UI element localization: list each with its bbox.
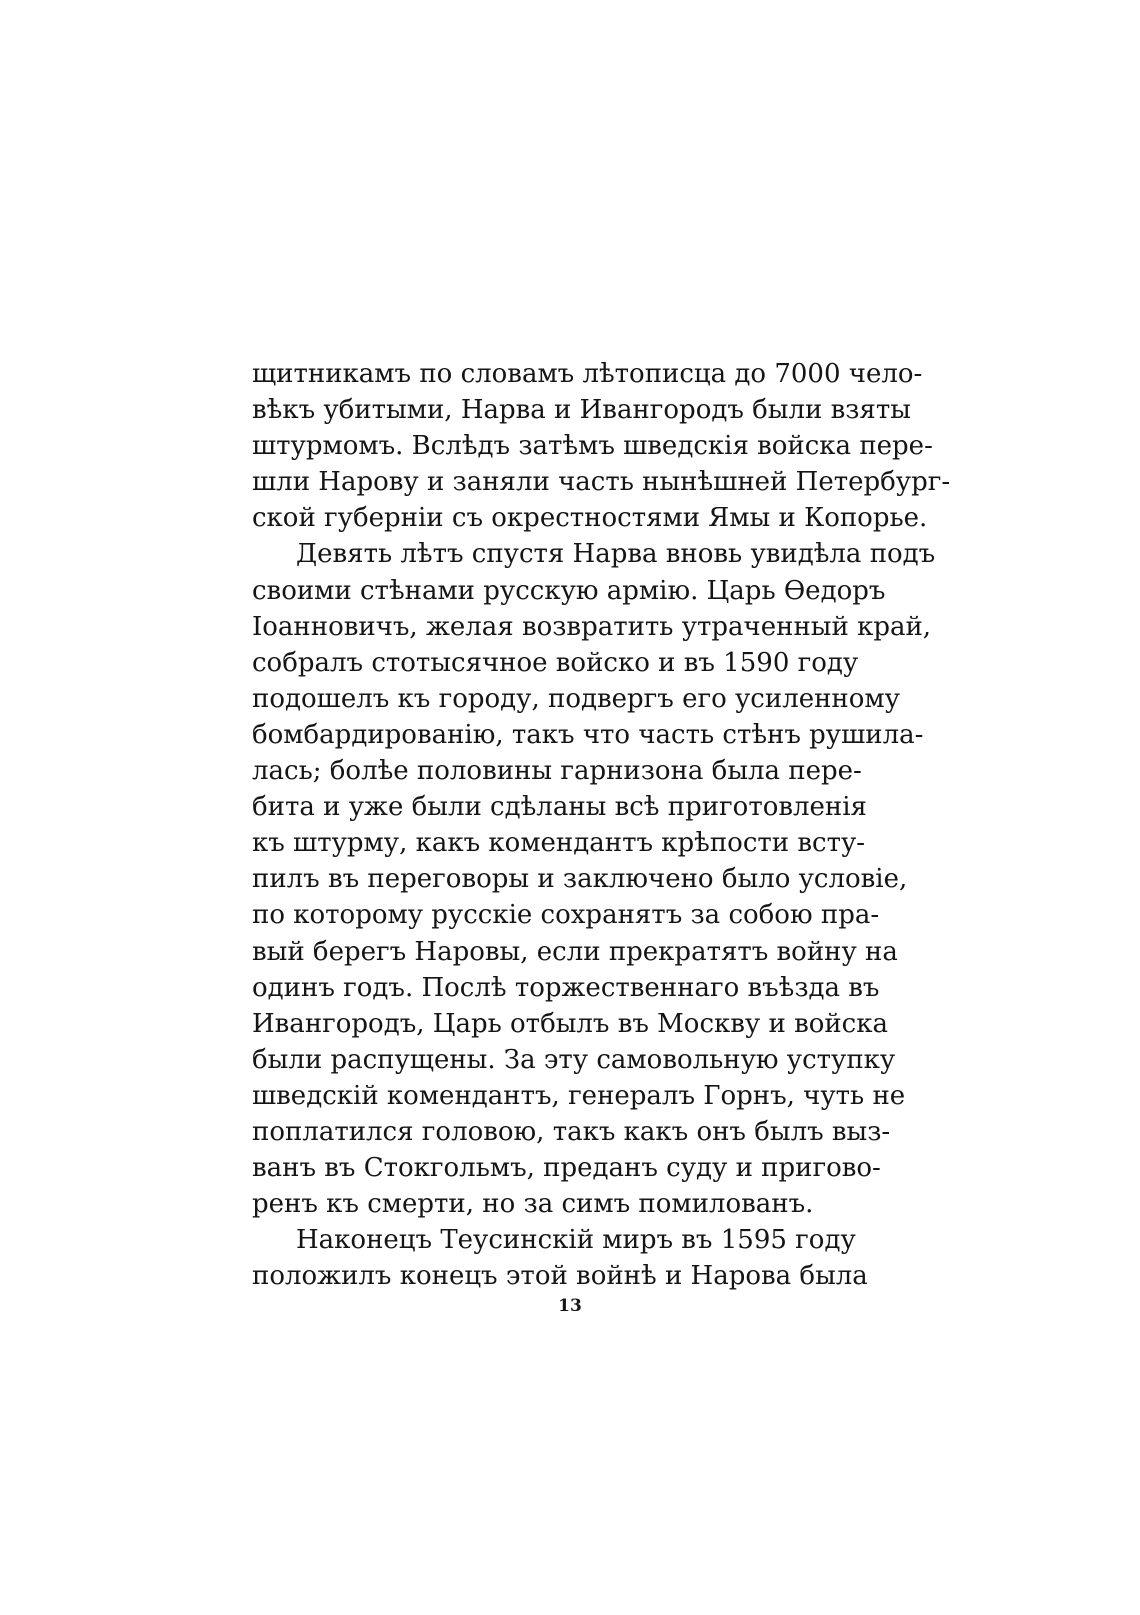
text-line: положилъ конецъ этой войнѣ и Нарова была [252, 1261, 868, 1292]
text-line: одинъ годъ. Послѣ торжественнаго въѣзда въ [252, 972, 880, 1003]
text-line: подошелъ къ городу, подвергъ его усиленному [252, 683, 900, 714]
text-line: лась; болѣе половины гарнизона была пере- [252, 756, 862, 787]
text-line: своими стѣнами русскую армію. Царь Ѳедоръ [252, 575, 886, 606]
text-line: вый берегъ Наровы, если прекратятъ войну на [252, 936, 898, 967]
text-line: поплатился головою, такъ какъ онъ былъ выз- [252, 1116, 891, 1147]
text-line: шведскій комендантъ, генералъ Горнъ, чуть не [252, 1080, 906, 1111]
text-line: Іоанновичъ, желая возвратить утраченный край, [252, 611, 932, 642]
text-line: Ивангородъ, Царь отбылъ въ Москву и войска [252, 1008, 888, 1039]
text-line: щитникамъ по словамъ лѣтописца до 7000 чело- [252, 359, 923, 389]
text-line: Девять лѣтъ спустя Нарва вновь увидѣла подъ [296, 539, 936, 570]
text-line: штурмомъ. Вслѣдъ затѣмъ шведскія войска пере- [252, 431, 933, 462]
text-line: по которому русскіе сохранятъ за собою пра- [252, 900, 880, 931]
text-line: ренъ къ смерти, но за симъ помилованъ. [252, 1189, 814, 1220]
text-line: бомбардированію, такъ что часть стѣнъ рушила- [252, 719, 924, 750]
page-number: 13 [558, 1296, 582, 1316]
text-line: ванъ въ Стокгольмъ, преданъ суду и пригово- [252, 1153, 881, 1184]
text-line: пилъ въ переговоры и заключено было условіе, [252, 864, 908, 895]
text-line: вѣкъ убитыми, Нарва и Ивангородъ были взяты [252, 395, 911, 426]
text-line: собралъ стотысячное войско и въ 1590 году [252, 647, 859, 678]
text-line: бита и уже были сдѣланы всѣ приготовленія [252, 792, 867, 823]
text-line: Наконецъ Теусинскій миръ въ 1595 году [296, 1225, 856, 1256]
text-line: ской губерніи съ окрестностями Ямы и Копорье. [252, 503, 928, 534]
body-text [252, 356, 951, 1294]
text-line: были распущены. За эту самовольную уступку [252, 1044, 896, 1075]
text-line: къ штурму, какъ комендантъ крѣпости всту- [252, 828, 866, 859]
text-line: шли Нарову и заняли часть нынѣшней Петербург- [252, 467, 951, 498]
